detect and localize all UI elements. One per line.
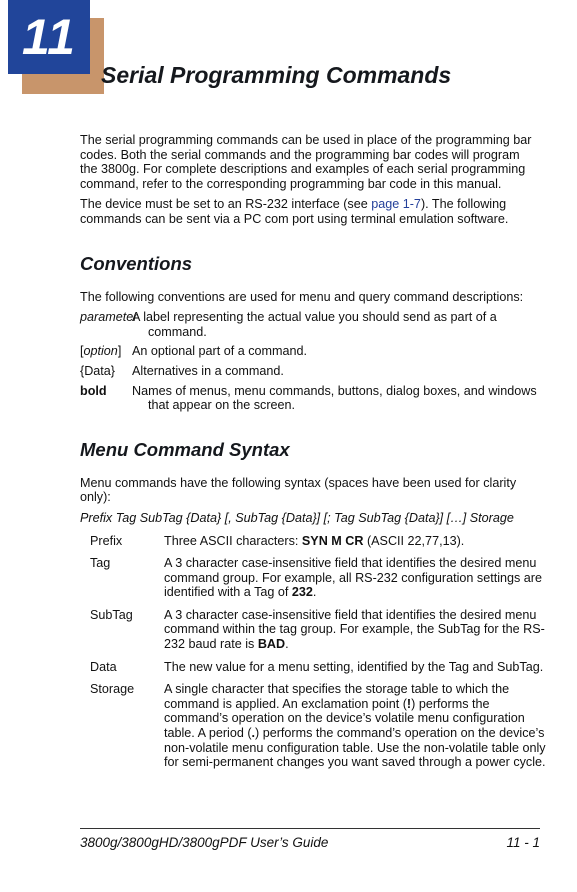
convention-item-bold <box>80 384 540 413</box>
menu-syntax-heading: Menu Command Syntax <box>80 438 290 460</box>
convention-term: {Data} <box>80 363 116 378</box>
page-link[interactable]: page 1-7 <box>371 197 421 212</box>
definition-text: A single character that specifies the storage table to which the command is applied. An exclamation point (!) performs the command’s operation on the device’s volatile menu configuration table. A period (.) performs the command’s operation on the device’s non-volatile menu configuration table. Use the non-volatile table only for semi-permanent changes you want saved through a power cycle. <box>164 682 546 770</box>
intro-paragraph-1: The serial programming commands can be used in place of the programming bar codes. Both the serial commands and the programming bar codes will program the 3800g. For complete descriptions and examples of each serial programming command, refer to the corresponding programming bar code in this manual. <box>80 133 532 191</box>
definition-row-prefix <box>90 530 548 553</box>
conventions-lead: The following conventions are used for menu and query command descriptions: <box>80 289 524 304</box>
footer-divider <box>80 828 540 829</box>
convention-desc: A label representing the actual value you should send as part of a command. <box>132 310 497 339</box>
convention-item-data <box>80 364 540 379</box>
definition-key: Storage <box>90 682 135 697</box>
syntax-definitions-table <box>90 530 548 774</box>
convention-term: parameter <box>80 310 138 325</box>
footer-page-number: 11 - 1 <box>506 835 540 850</box>
convention-desc: An optional part of a command. <box>132 344 308 359</box>
syntax-template: Prefix Tag SubTag {Data} [, SubTag {Data}] [; Tag SubTag {Data}] […] Storage <box>80 510 514 525</box>
convention-desc: Names of menus, menu commands, buttons, dialog boxes, and windows that appear on the screen. <box>132 383 537 413</box>
convention-desc: Alternatives in a command. <box>132 363 284 378</box>
conventions-heading: Conventions <box>80 252 193 274</box>
convention-term: bold <box>80 383 107 398</box>
footer-guide-title: 3800g/3800gHD/3800gPDF User’s Guide <box>80 835 329 850</box>
chapter-number-badge: 11 <box>8 0 90 74</box>
definition-row-tag <box>90 552 548 604</box>
convention-term: [option] <box>80 344 122 359</box>
definition-row-data <box>90 656 548 679</box>
definition-text: A 3 character case-insensitive field that identifies the desired menu command group. For example, all RS-232 configuration settings are identified with a Tag of 232. <box>164 556 543 600</box>
definition-text: The new value for a menu setting, identified by the Tag and SubTag. <box>164 659 544 674</box>
definition-row-storage <box>90 678 548 774</box>
convention-item-parameter <box>80 310 540 339</box>
menu-syntax-lead: Menu commands have the following syntax (spaces have been used for clarity only): <box>80 475 517 505</box>
page-content <box>80 133 546 774</box>
chapter-title: Serial Programming Commands <box>101 62 452 88</box>
definition-key: SubTag <box>90 607 133 622</box>
definition-key: Tag <box>90 556 111 571</box>
convention-item-option <box>80 344 540 359</box>
definition-text: A 3 character case-insensitive field that identifies the desired menu command within the tag group. For example, the SubTag for the RS-232 baud rate is BAD. <box>164 607 545 652</box>
definition-key: Data <box>90 659 117 674</box>
intro-paragraph-2: The device must be set to an RS-232 interface (see page 1-7). The following commands can be sent via a PC com port using terminal emulation software. <box>80 197 509 226</box>
definition-text: Three ASCII characters: SYN M CR (ASCII 22,77,13). <box>164 533 465 548</box>
definition-key: Prefix <box>90 533 123 548</box>
definition-row-subtag <box>90 604 548 656</box>
